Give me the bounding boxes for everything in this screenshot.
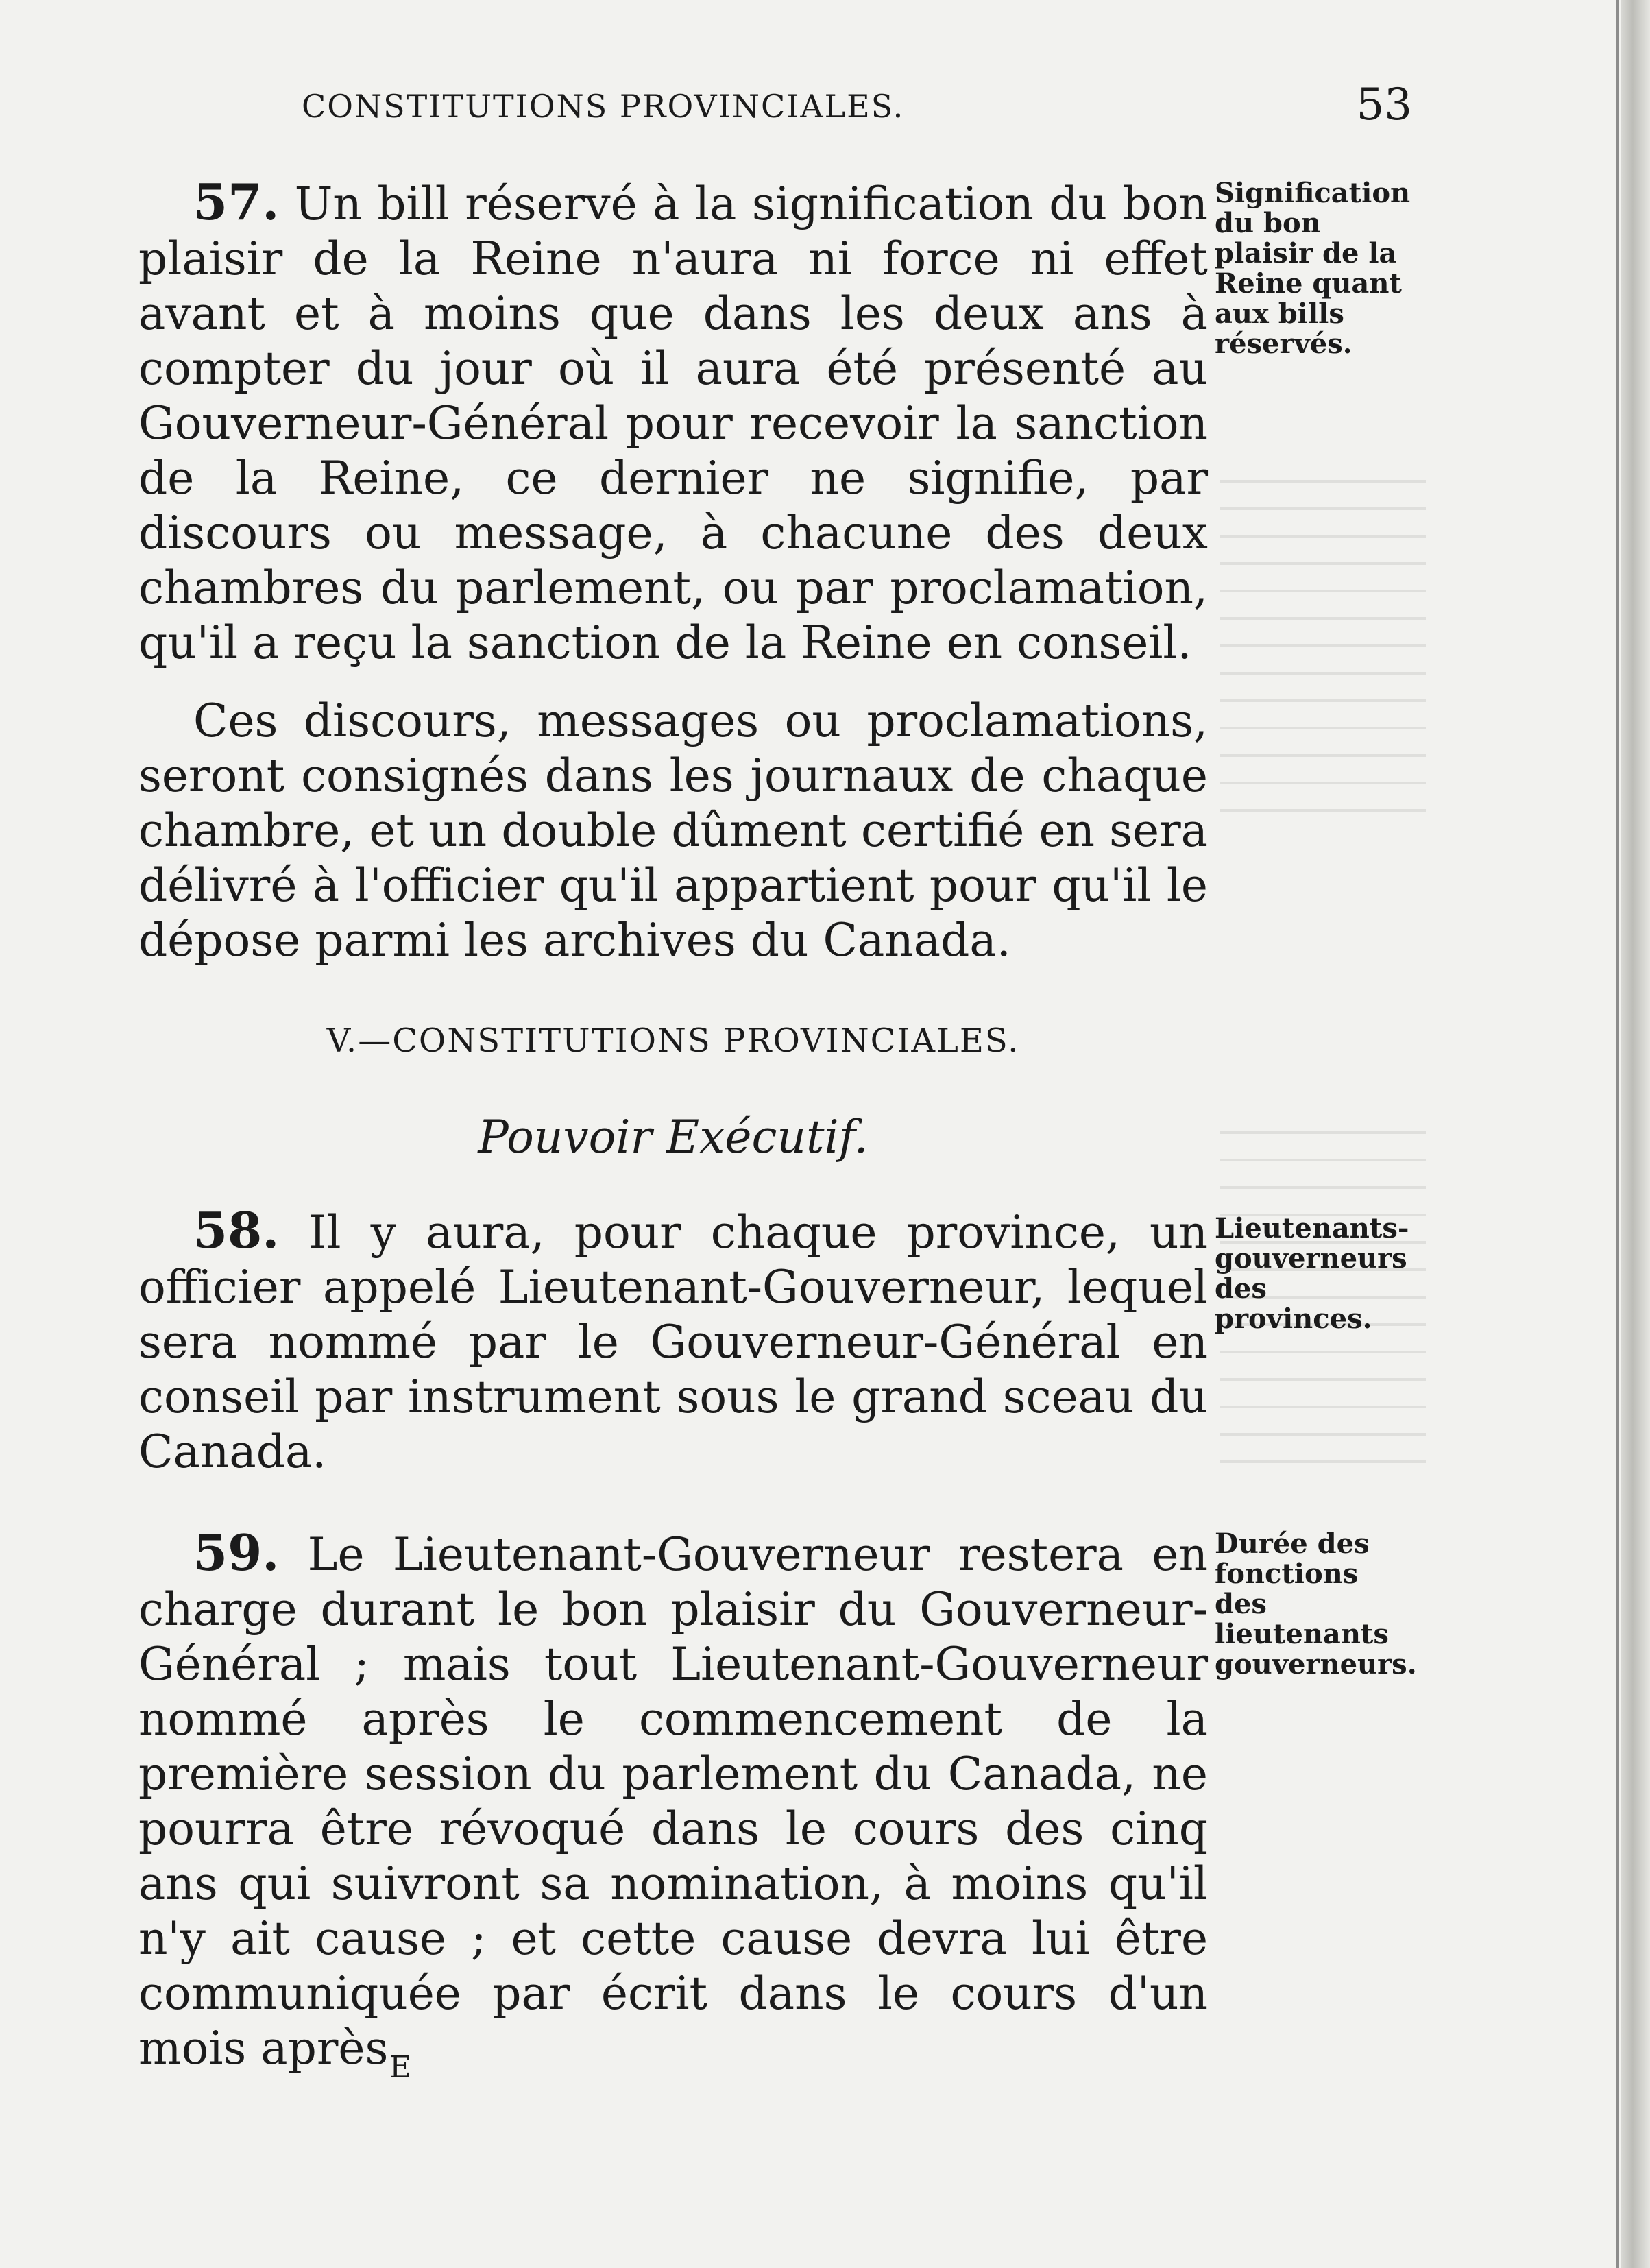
section-text: Un bill réservé à la signification du bon plaisir de la Reine n'aura ni force ni effet avant et à moins que dans les deux ans à compter du jour où il aura été présenté au Gouverneur-Général pour recevoir la sanction de la Reine, ce dernier ne signifie, par discours ou message, à chacune des deux chambres du parlement, ou par proclamation, qu'il a reçu la sanction de la Reine en conseil.: [138, 178, 1208, 669]
section-58-paragraph: [138, 1203, 1208, 1480]
signature-mark: E: [389, 2050, 412, 2085]
margin-note-59: Durée des fonctions des lieutenants gouverneurs.: [1215, 1528, 1417, 1680]
running-title: CONSTITUTIONS PROVINCIALES.: [302, 88, 905, 125]
section-59-paragraph: [138, 1525, 1208, 2076]
margin-note-58: Lieutenants-gouverneurs des provinces.: [1215, 1212, 1409, 1335]
page-number: 53: [1356, 80, 1412, 130]
section-58: [138, 1203, 1208, 1480]
book-edge: [1621, 0, 1650, 2268]
part-heading: V.—CONSTITUTIONS PROVINCIALES.: [326, 1022, 1020, 1060]
margin-note-57: Signification du bon plaisir de la Reine quant aux bills réservés.: [1215, 177, 1411, 360]
page-fold-line: [1616, 0, 1619, 2268]
section-text: Il y aura, pour chaque province, un officier appelé Lieutenant-Gouverneur, lequel sera nommé par le Gouverneur-Général en conseil par instrument sous le grand sceau du Canada.: [138, 1206, 1208, 1478]
section-57-paragraph: [138, 175, 1208, 671]
bleed-through: [1220, 480, 1426, 836]
section-number: 58.: [193, 1201, 280, 1259]
section-number: 57.: [193, 173, 280, 231]
page-header: [302, 74, 1412, 129]
section-number: 59.: [193, 1523, 280, 1582]
section-57: [138, 175, 1208, 968]
sub-heading: Pouvoir Exécutif.: [478, 1111, 869, 1163]
section-57-continuation: Ces discours, messages ou proclamations, seront consignés dans les journaux de chaque chambre, et un double dûment certifié en sera délivré à l'officier qu'il appartient pour qu'il le dépose parmi les archives du Canada.: [138, 695, 1208, 967]
section-59: [138, 1525, 1208, 2076]
section-text: Le Lieutenant-Gouverneur restera en charge durant le bon plaisir du Gouverneur-Général ; mais tout Lieutenant-Gouverneur nommé après le commencement de la première session du parlement du Canada, ne pourra être révoqué dans le cours des cinq ans qui suivront sa nomination, à moins qu'il n'y ait cause ; et cette cause devra lui être communiquée par écrit dans le cours d'un mois après: [138, 1528, 1208, 2075]
